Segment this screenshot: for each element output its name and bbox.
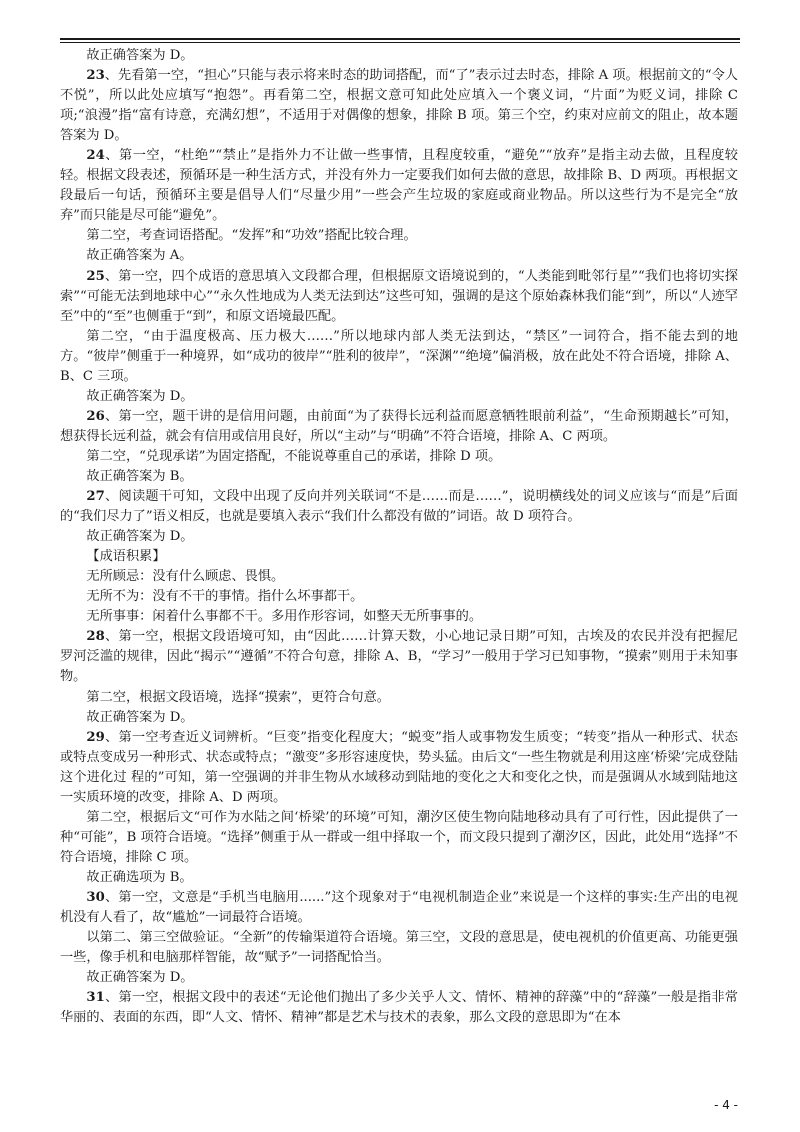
question-29-explanation: 29、第一空考查近义词辨析。“巨变”指变化程度大；“蜕变”指人或事物发生质变；“转变”指从一种形式、状态或特点变成另一种形式、状态或特点；“激变”多形容速度快，势头猛。由后文“一些生物就是利用这座‘桥梁’完成登陆这个进化过 程的”可知，第一空强调的并非生物从水域移动到陆地的变化之大和变化之快，而是强调从水域到陆地这一实质环境的改变，排除 A、D 两项。 [60,729,738,805]
paragraph: 故正确答案为 D。 [86,529,194,545]
question-31-explanation: 31、第一空，根据文段中的表述“无论他们抛出了多少关乎人文、情怀、精神的辞藻”中的“辞藻”一般是指非常华丽的、表面的东西，即“人文、情怀、精神”都是艺术与技术的表象，那么文段的意思即为“在本 [60,990,738,1026]
question-number: 31 [86,990,105,1006]
paragraph: 第二空，“由于温度极高、压力极大……”所以地球内部人类无法到达，“禁区”一词符合，指不能去到的地方。“彼岸”侧重于一种境界，如“成功的彼岸”“胜利的彼岸”，“深渊”“绝境”偏消极，放在此处不符合语境，排除 A、B、C 三项。 [60,328,738,384]
paragraph: 第二空，“兑现承诺”为固定搭配，不能说尊重自己的承诺，排除 D 项。 [86,448,502,464]
section-heading: 【成语积累】 [86,549,166,565]
question-number: 24 [86,148,105,164]
question-26-explanation: 26、第一空，题干讲的是信用问题，由前面“为了获得长远利益而愿意牺牲眼前利益”，“生命预期越长”可知，想获得长远利益，就会有信用或信用良好，所以“主动”与“明确”不符合语境，排除 A、C 两项。 [60,408,738,444]
question-23-explanation: 23、先看第一空，“担心”只能与表示将来时态的助词搭配，而“了”表示过去时态，排除 A 项。根据前文的“令人不悦”，所以此处应填写“抱怨”。再看第二空，根据文意可知此处应填入一个褒义词，“片面”为贬义词，排除 C 项;“浪漫”指“富有诗意，充满幻想”，不适用于对偶像的想象，排除 B 项。第三个空，约束对应前文的阻止，故本题答案为 D。 [60,68,738,144]
question-24-explanation: 24、第一空，“杜绝”“禁止”是指外力不让做一些事情，且程度较重，“避免”“放弃”是指主动去做，且程度较轻。根据文段表述，预循环是一种生活方式，并没有外力一定要我们如何去做的意思，故排除 B、D 两项。再根据文段最后一句话，预循环主要是倡导人们“尽量少用”一些会产生垃圾的家庭或商业物品。所以这些行为不是完全“放弃”而只能是尽可能“避免”。 [60,148,738,224]
idiom-entry: 无所不为：没有不干的事情。指什么坏事都干。 [86,589,364,605]
paragraph: 故正确答案为 D。 [86,709,194,725]
paragraph: 第二空，根据后文“可作为水陆之间‘桥梁’的环境”可知，潮汐区使生物向陆地移动具有了可行性，因此提供了一种“可能”，B 项符合语境。“选择”侧重于从一群或一组中择取一个，而文段只提到了潮汐区，因此，此处用“选择”不符合语境，排除 C 项。 [60,809,738,865]
paragraph: 故正确答案为 D。 [86,970,194,986]
question-25-explanation: 25、第一空，四个成语的意思填入文段都合理，但根据原文语境说到的，“人类能到毗邻行星”“我们也将切实探索”“可能无法到地球中心”“永久性地成为人类无法到达”这些可知，强调的是这个原始森林我们能“到”，所以“人迹罕至”中的“至”也侧重于“到”，和原文语境最匹配。 [60,268,738,324]
question-number: 26 [86,408,105,424]
paragraph: 故正确选项为 B。 [86,869,193,885]
header-rule [60,38,740,40]
idiom-entry: 无所顾忌：没有什么顾虑、畏惧。 [86,569,285,585]
paragraph: 故正确答案为 B。 [86,468,193,484]
answer-explanations [60,46,738,1028]
question-number: 25 [86,268,105,284]
question-number: 27 [86,489,105,505]
paragraph: 第二空，根据文段语境，选择“摸索”，更符合句意。 [86,689,390,705]
question-number: 23 [86,68,105,84]
question-28-explanation: 28、第一空，根据文段语境可知，由“因此……计算天数，小心地记录日期”可知，古埃及的农民并没有把握尼罗河泛滥的规律，因此“揭示”“遵循”不符合句意，排除 A、B，“学习”一般用于学习已知事物，“摸索”则用于未知事物。 [60,629,738,685]
paragraph: 故正确答案为 A。 [86,248,193,264]
question-number: 30 [86,889,105,905]
paragraph: 故正确答案为 D。 [86,388,194,404]
paragraph: 以第二、第三空做验证。“全新”的传输渠道符合语境。第三空，文段的意思是，使电视机的价值更高、功能更强一些，像手机和电脑那样智能，故“赋予”一词搭配恰当。 [60,930,738,966]
header-rule-thin [60,42,740,43]
page-number: - 4 - [714,1098,738,1112]
question-number: 28 [86,629,105,645]
paragraph: 故正确答案为 D。 [86,48,194,63]
question-number: 29 [86,729,105,745]
question-30-explanation: 30、第一空，文意是“手机当电脑用......”这个现象对于“电视机制造企业”来说是一个这样的事实:生产出的电视机没有人看了，故“尴尬”一词最符合语境。 [60,889,738,926]
paragraph: 第二空，考查词语搭配。“发挥”和“功效”搭配比较合理。 [86,228,417,244]
idiom-entry: 无所事事：闲着什么事都不干。多用作形容词，如整天无所事事的。 [86,609,483,625]
question-27-explanation: 27、阅读题干可知，文段中出现了反向并列关联词“不是……而是……”，说明横线处的词义应该与“而是”后面的“我们尽力了”语义相反，也就是要填入表示“我们什么都没有做的”词语。故 D 项符合。 [60,489,738,525]
